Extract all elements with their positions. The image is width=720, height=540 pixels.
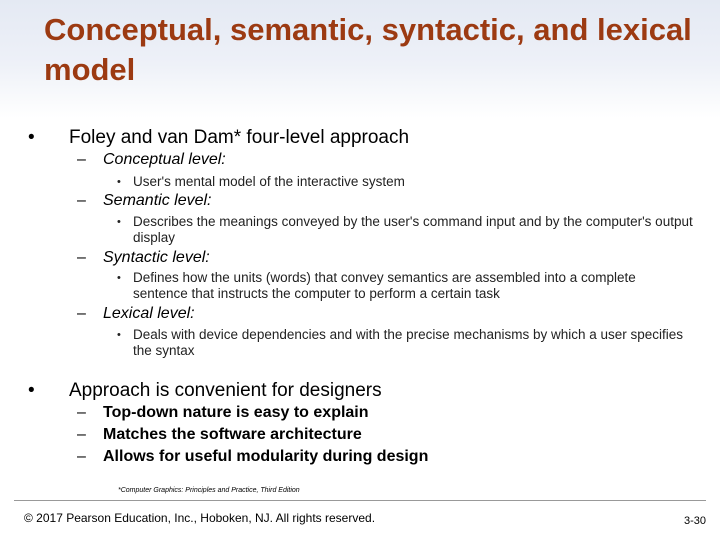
dash-marker: –	[77, 448, 86, 465]
bullet-text: Approach is convenient for designers	[69, 380, 382, 401]
dash-marker: –	[77, 192, 86, 209]
subitem-label: Semantic level:	[103, 192, 212, 209]
dash-marker: –	[77, 151, 86, 168]
subitem-label: Top-down nature is easy to explain	[103, 404, 369, 421]
footnote: *Computer Graphics: Principles and Practice, Third Edition	[118, 487, 300, 494]
detail-text: Deals with device dependencies and with the precise mechanisms by which a user specifies the syntax	[133, 327, 684, 358]
bullet-marker: •	[28, 127, 35, 148]
detail-marker: •	[117, 176, 121, 188]
bullet-marker: •	[28, 380, 35, 401]
subitem-label: Allows for useful modularity during design	[103, 448, 429, 465]
detail-marker: •	[117, 216, 121, 228]
dash-marker: –	[77, 426, 86, 443]
detail-text: Describes the meanings conveyed by the user's command input and by the computer's output display	[133, 214, 693, 245]
copyright-notice: © 2017 Pearson Education, Inc., Hoboken, NJ. All rights reserved.	[24, 511, 376, 525]
dash-marker: –	[77, 249, 86, 266]
bullet-text: Foley and van Dam* four-level approach	[69, 127, 410, 148]
subitem-label: Lexical level:	[103, 305, 195, 322]
footer-divider	[14, 500, 706, 501]
detail-marker: •	[117, 272, 121, 284]
slide-title: Conceptual, semantic, syntactic, and lexical model	[44, 12, 692, 87]
dash-marker: –	[77, 305, 86, 322]
detail-text: Defines how the units (words) that convey semantics are assembled into a complete sentence that instructs the computer to perform a certain task	[133, 270, 636, 301]
detail-marker: •	[117, 329, 121, 341]
subitem-label: Conceptual level:	[103, 151, 226, 168]
subitem-label: Syntactic level:	[103, 249, 210, 266]
subitem-label: Matches the software architecture	[103, 426, 362, 443]
page-number: 3-30	[683, 515, 706, 527]
dash-marker: –	[77, 404, 86, 421]
detail-text: User's mental model of the interactive system	[133, 174, 405, 189]
